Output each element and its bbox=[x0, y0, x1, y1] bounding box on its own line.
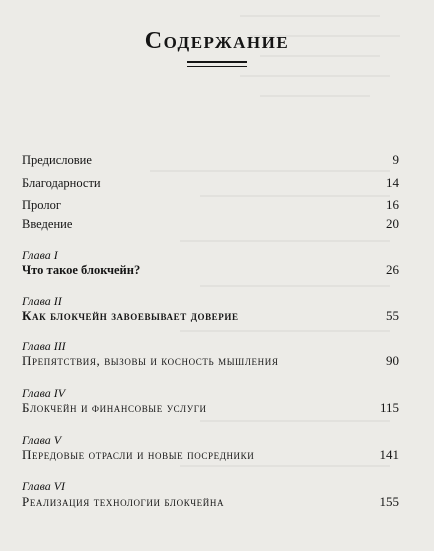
chapter-number: Глава V bbox=[22, 433, 62, 447]
toc-entry-introduction[interactable] bbox=[22, 216, 399, 232]
toc-entry-page: 14 bbox=[386, 175, 399, 190]
toc-entry-chapter-3[interactable] bbox=[22, 353, 399, 369]
toc-entry-page: 115 bbox=[379, 400, 399, 415]
toc-entry-label: Предисловие bbox=[22, 153, 92, 167]
toc-entry-label: Пролог bbox=[22, 198, 61, 212]
toc-entry-label: Введение bbox=[22, 217, 73, 231]
toc-entry-page: 155 bbox=[379, 494, 399, 509]
toc-entry-prologue[interactable] bbox=[22, 197, 399, 213]
chapter-number: Глава IV bbox=[22, 386, 66, 400]
toc-entry-chapter-5[interactable] bbox=[22, 447, 399, 463]
toc-entry-chapter-1[interactable] bbox=[22, 262, 399, 278]
toc-entry-page: 26 bbox=[386, 262, 399, 277]
title-rule-thin bbox=[187, 66, 247, 67]
toc-entry-label: Что такое блокчейн? bbox=[22, 263, 141, 277]
toc-entry-label: Препятствия, вызовы и косность мышления bbox=[22, 353, 279, 368]
toc-entry-page: 90 bbox=[386, 353, 399, 368]
toc-entry-label: Реализация технологии блокчейна bbox=[22, 494, 225, 509]
toc-entry-acknowledgements[interactable] bbox=[22, 175, 399, 191]
toc-entry-page: 55 bbox=[386, 308, 399, 323]
toc-entry-page: 20 bbox=[386, 216, 399, 231]
toc-entry-label: Благодарности bbox=[22, 176, 101, 190]
toc-entry-preface[interactable] bbox=[22, 152, 399, 168]
toc-entry-chapter-2[interactable] bbox=[22, 308, 399, 324]
chapter-number: Глава III bbox=[22, 339, 66, 353]
toc-entry-page: 141 bbox=[379, 447, 399, 462]
chapter-number: Глава VI bbox=[22, 479, 66, 493]
toc-entry-page: 16 bbox=[386, 197, 399, 212]
toc-entry-chapter-6[interactable] bbox=[22, 494, 399, 510]
toc-entry-label: Передовые отрасли и новые посредники bbox=[22, 447, 255, 462]
page-title: Содержание bbox=[144, 28, 290, 54]
toc-entry-page: 9 bbox=[392, 152, 399, 167]
toc-entry-label: Как блокчейн завоевывает доверие bbox=[22, 308, 239, 323]
chapter-number: Глава I bbox=[22, 248, 58, 262]
title-rule-thick bbox=[187, 61, 247, 63]
toc-entry-chapter-4[interactable] bbox=[22, 400, 399, 416]
toc-entry-label: Блокчейн и финансовые услуги bbox=[22, 400, 207, 415]
chapter-number: Глава II bbox=[22, 294, 62, 308]
